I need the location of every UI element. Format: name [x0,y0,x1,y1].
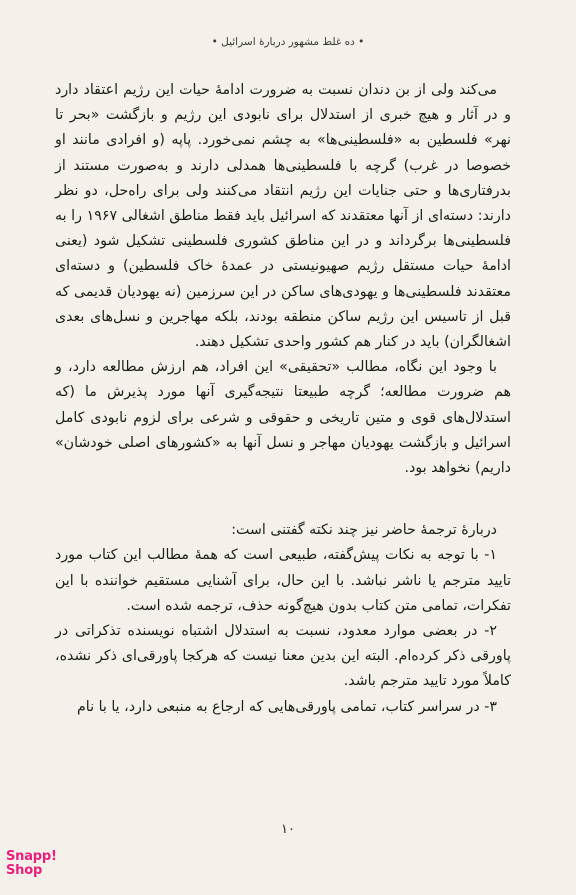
page-body [55,78,511,720]
translation-note-3: ۳- در سراسر کتاب، تمامی پاورقی‌هایی که ارجاع به منبعی دارد، یا با نام [77,698,497,715]
watermark-line-2: Shop [6,863,43,878]
body-paragraph-2: با وجود این نگاه، مطالب «تحقیقی» این افراد، هم ارزش مطالعه دارد، و هم ضرورت مطالعه؛ گرچه طبیعتا نتیجه‌گیری آنها مورد پذیرش ما (که استدلال‌های قوی و متین تاریخی و حقوقی و شرعی برای لزوم نابودی کامل اسرائیل و بازگشت یهودیان مهاجر و نسل آنها به «کشورهای اصلی خودشان» داریم) نخواهد بود. [55,359,511,477]
body-paragraph-1: می‌کند ولی از بن دندان نسبت به ضرورت ادامهٔ حیات این رژیم اعتقاد دارد و در آثار و هیچ خبری از استدلال برای نابودی این رژیم و بازگشت «بحر تا نهر» فلسطین به «فلسطینی‌ها» به چشم نمی‌خورد. پاپه (و افرادی مانند او خصوصا در غرب) گرچه با فلسطینی‌ها همدلی دارند و به‌صورت مستند از بدرفتاری‌ها و حتی جنایات این رژیم انتقاد می‌کنند ولی برای راه‌حل، دو نظر دارند: دسته‌ای از آنها معتقدند که اسرائیل باید فقط مناطق اشغالی ۱۹۶۷ را به فلسطینی‌ها برگرداند و در این مناطق کشوری فلسطینی تشکیل شود (یعنی ادامهٔ حیات مستقل رژیم صهیونیستی در عمدهٔ خاک فلسطین) و دسته‌ای معتقدند فلسطینی‌ها و یهودی‌های ساکن در این سرزمین (نه یهودیان قدیمی که قبل از تاسیس این رژیم ساکن منطقه بودند، بلکه مهاجرین و نسل‌های بعدی اشغالگران) باید در کنار هم کشور واحدی تشکیل دهند. [55,82,511,351]
translation-notes-intro: دربارهٔ ترجمهٔ حاضر نیز چند نکته گفتنی است: [231,522,497,539]
translation-note-2: ۲- در بعضی موارد معدود، نسبت به استدلال اشتباه نویسنده تذکراتی در پاورقی ذکر کرده‌ام. البته این بدین معنا نیست که هرکجا پاورقی‌ای ذکر نشده، کاملاً مورد تایید مترجم باشد. [55,623,511,690]
running-header: • ده غلط مشهور دربارهٔ اسرائیل • [211,36,365,48]
snappshop-watermark [6,850,64,878]
page-number: ۱۰ [281,822,295,837]
watermark-line-1: Snapp! [6,849,57,864]
translation-note-1: ۱- با توجه به نکات پیش‌گفته، طبیعی است که همهٔ مطالب این کتاب مورد تایید مترجم یا ناشر نباشد. با این حال، برای آشنایی مستقیم خواننده با این تفکرات، تمامی متن کتاب بدون هیچ‌گونه حذف، ترجمه شده است. [55,547,511,614]
